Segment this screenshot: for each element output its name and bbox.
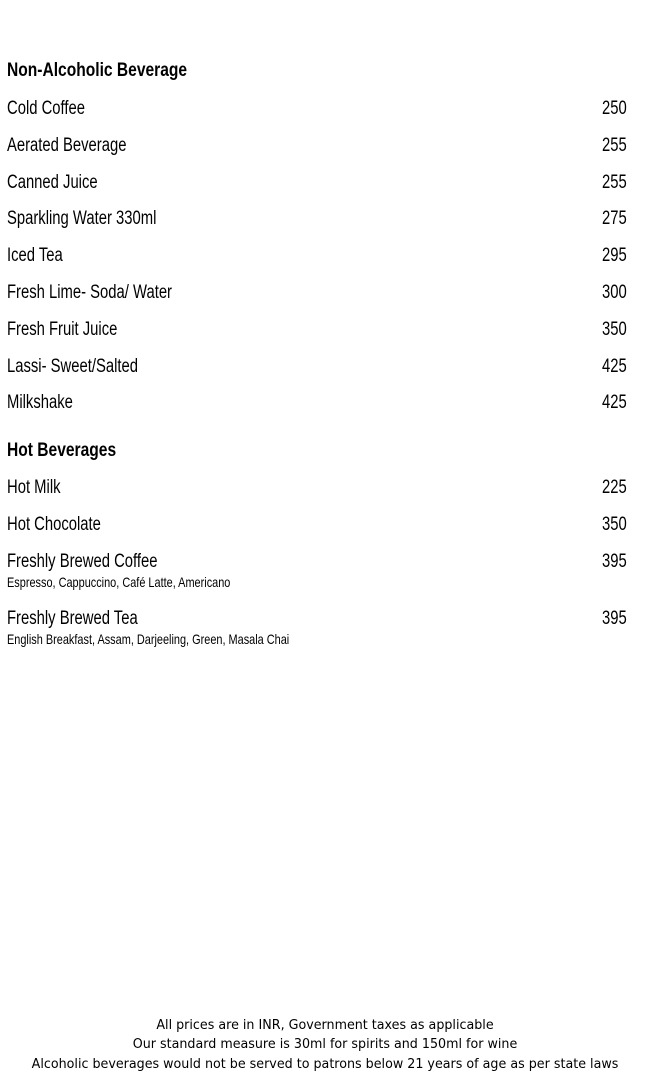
menu-item [7, 97, 627, 134]
menu-item [7, 391, 627, 428]
menu-item-name: Freshly Brewed Coffee [7, 550, 158, 572]
menu-item-description: English Breakfast, Assam, Darjeeling, Green, Masala Chai [7, 630, 290, 647]
menu-item [7, 513, 627, 550]
menu-item-price: 300 [602, 281, 627, 303]
menu-item [7, 476, 627, 513]
menu-item-price: 275 [602, 208, 627, 230]
menu-item [7, 281, 627, 318]
menu-item-price: 425 [602, 355, 627, 377]
menu-item [7, 171, 627, 208]
menu-item [7, 318, 627, 355]
footer-notes [0, 1016, 650, 1074]
menu-item-name: Freshly Brewed Tea [7, 607, 138, 629]
menu-item-name: Aerated Beverage [7, 134, 127, 156]
menu-item-name: Iced Tea [7, 245, 63, 267]
menu-item-price: 255 [602, 134, 627, 156]
menu-item-price: 425 [602, 392, 627, 414]
menu-item-name: Milkshake [7, 392, 73, 414]
menu-item-price: 255 [602, 171, 627, 193]
menu-item-name: Lassi- Sweet/Salted [7, 355, 138, 377]
menu-item-price: 350 [602, 513, 627, 535]
menu-item-price: 395 [602, 550, 627, 572]
menu-item-price: 395 [602, 607, 627, 629]
menu-item [7, 607, 627, 664]
menu-item-name: Cold Coffee [7, 98, 85, 119]
menu-list-hot-beverages [7, 476, 627, 664]
menu-item-price: 250 [602, 98, 627, 119]
menu-item-price: 295 [602, 245, 627, 267]
menu-item-name: Fresh Fruit Juice [7, 318, 118, 340]
footer-line-prices: All prices are in INR, Government taxes as applicable [156, 1017, 494, 1033]
menu-item-name: Sparkling Water 330ml [7, 208, 157, 230]
menu-item-name: Hot Milk [7, 477, 61, 498]
menu-item-name: Fresh Lime- Soda/ Water [7, 281, 173, 303]
menu-item-price: 350 [602, 318, 627, 340]
menu-item-description: Espresso, Cappuccino, Café Latte, Americano [7, 573, 231, 590]
menu-item-name: Hot Chocolate [7, 513, 101, 535]
menu-item [7, 207, 627, 244]
menu-item-name: Canned Juice [7, 171, 98, 193]
footer-line-age: Alcoholic beverages would not be served to patrons below 21 years of age as per state laws [31, 1055, 619, 1072]
section-title-hot-beverages: Hot Beverages [7, 440, 117, 461]
menu-list-non-alcoholic [7, 97, 627, 428]
menu-item [7, 355, 627, 392]
menu-item [7, 134, 627, 171]
menu-item [7, 244, 627, 281]
menu-item [7, 550, 627, 607]
footer-line-measure: Our standard measure is 30ml for spirits and 150ml for wine [132, 1036, 518, 1053]
menu-item-price: 225 [602, 477, 627, 498]
section-title-non-alcoholic: Non-Alcoholic Beverage [7, 60, 188, 81]
